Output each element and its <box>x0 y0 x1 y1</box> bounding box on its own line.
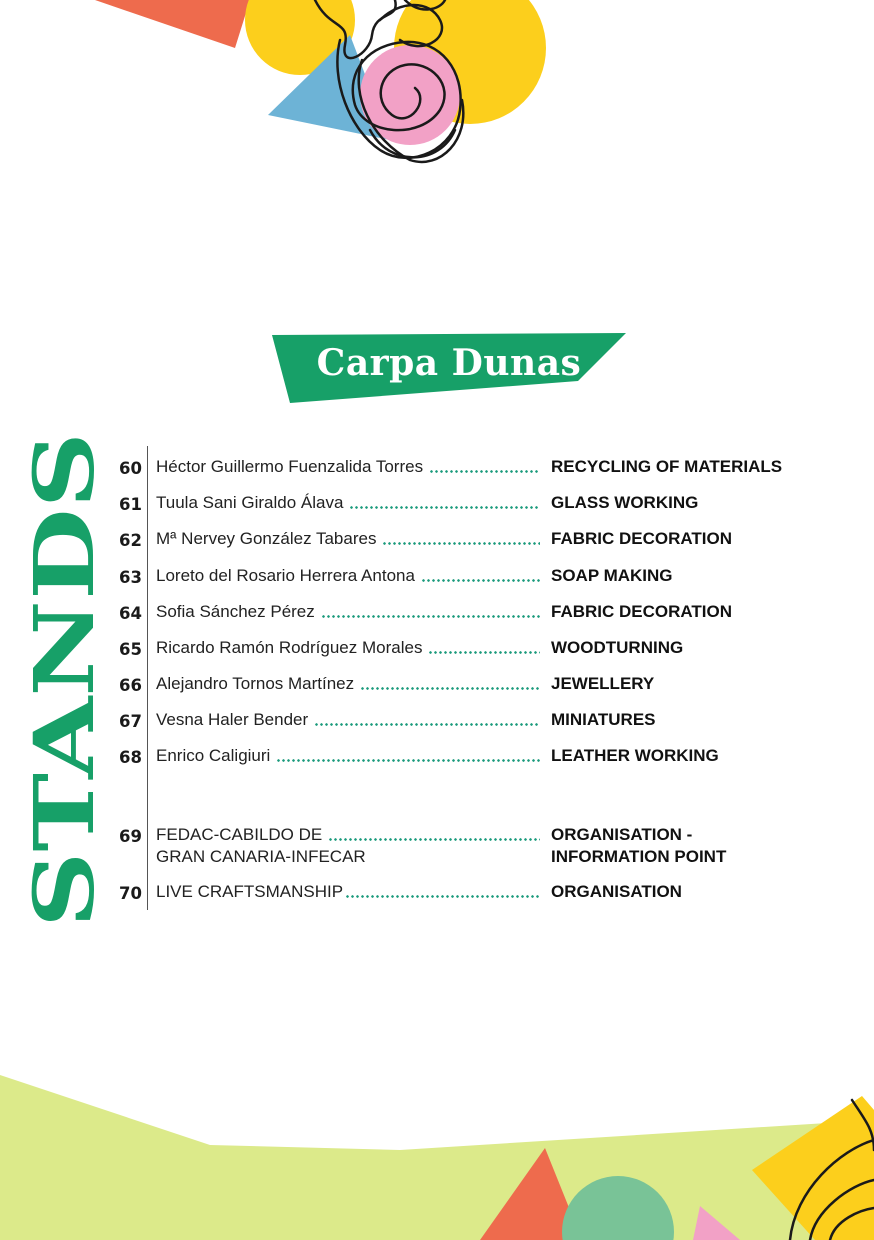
stand-number: 65 <box>119 640 142 659</box>
stand-category: SOAP MAKING <box>551 566 673 585</box>
list-item <box>110 637 810 661</box>
stand-number: 69 <box>119 827 142 846</box>
stand-number: 63 <box>119 568 142 587</box>
stand-number: 68 <box>119 748 142 767</box>
stand-name: Héctor Guillermo Fuenzalida Torres <box>156 457 424 476</box>
stand-name: Alejandro Tornos Martínez <box>156 674 355 693</box>
stand-category: ORGANISATION <box>551 882 682 901</box>
stand-category-line2: INFORMATION POINT <box>551 847 727 866</box>
dot-leader <box>429 470 540 473</box>
stand-number: 66 <box>119 676 142 695</box>
stand-category: WOODTURNING <box>551 638 684 657</box>
list-item <box>110 601 810 625</box>
stand-name-line1: FEDAC-CABILDO DE <box>156 825 323 844</box>
stand-name-line2: GRAN CANARIA-INFECAR <box>156 847 366 866</box>
stand-name-group <box>156 492 546 514</box>
section-banner <box>272 333 628 405</box>
stand-category: GLASS WORKING <box>551 493 699 512</box>
list-item <box>110 709 810 733</box>
stand-category: MINIATURES <box>551 710 656 729</box>
stand-name-group <box>156 709 546 731</box>
dot-leader <box>321 615 540 618</box>
stand-category-line1: ORGANISATION - <box>551 825 693 844</box>
list-item <box>110 745 810 769</box>
stand-name: Ricardo Ramón Rodríguez Morales <box>156 638 423 657</box>
stand-category: JEWELLERY <box>551 674 655 693</box>
dot-leader <box>421 579 540 582</box>
stand-name: Sofia Sánchez Pérez <box>156 602 315 621</box>
stand-name-group <box>156 601 546 623</box>
list-item <box>110 456 810 480</box>
stand-category <box>551 824 726 868</box>
stand-number: 60 <box>119 459 142 478</box>
stand-name: Mª Nervey González Tabares <box>156 529 377 548</box>
stand-number: 67 <box>119 712 142 731</box>
list-item <box>110 881 810 905</box>
list-item <box>110 673 810 697</box>
stand-name-group <box>156 528 546 550</box>
banner-title: Carpa Dunas <box>316 342 582 384</box>
bottom-decoration <box>0 1060 874 1240</box>
list-item <box>110 492 810 516</box>
stand-category: LEATHER WORKING <box>551 746 719 765</box>
stand-name-group <box>156 565 546 587</box>
dot-leader <box>382 542 540 545</box>
stand-name-group <box>156 881 546 903</box>
stand-category: FABRIC DECORATION <box>551 529 733 548</box>
stand-number: 61 <box>119 495 142 514</box>
stands-vertical-title <box>17 430 113 930</box>
stand-number: 62 <box>119 531 142 550</box>
stand-name: Tuula Sani Giraldo Álava <box>156 493 344 512</box>
stand-name-group <box>156 824 546 868</box>
svg-text:STANDS: STANDS <box>17 543 113 928</box>
list-item <box>110 528 810 552</box>
lime-ground-shape <box>0 1075 874 1240</box>
stand-name-group <box>156 456 546 478</box>
dot-leader <box>276 759 540 762</box>
stand-name: Enrico Caligiuri <box>156 746 271 765</box>
stand-name: Vesna Haler Bender <box>156 710 309 729</box>
stand-name: Loreto del Rosario Herrera Antona <box>156 566 415 585</box>
stand-name-group <box>156 637 546 659</box>
stand-name: LIVE CRAFTSMANSHIP <box>156 882 344 901</box>
stand-name-group <box>156 745 546 767</box>
list-item <box>110 565 810 589</box>
top-decoration <box>0 0 874 200</box>
dot-leader <box>360 687 540 690</box>
stand-number: 64 <box>119 604 142 623</box>
dot-leader <box>345 895 540 898</box>
dot-leader <box>428 651 540 654</box>
dot-leader <box>328 838 540 841</box>
stand-name-line <box>156 824 546 846</box>
orange-triangle-shape <box>95 0 250 48</box>
dot-leader <box>349 506 540 509</box>
stand-category: RECYCLING OF MATERIALS <box>551 457 783 476</box>
dot-leader <box>314 723 540 726</box>
stand-name-group <box>156 673 546 695</box>
list-item <box>110 824 810 870</box>
stand-number: 70 <box>119 884 142 903</box>
stand-category: FABRIC DECORATION <box>551 602 733 621</box>
